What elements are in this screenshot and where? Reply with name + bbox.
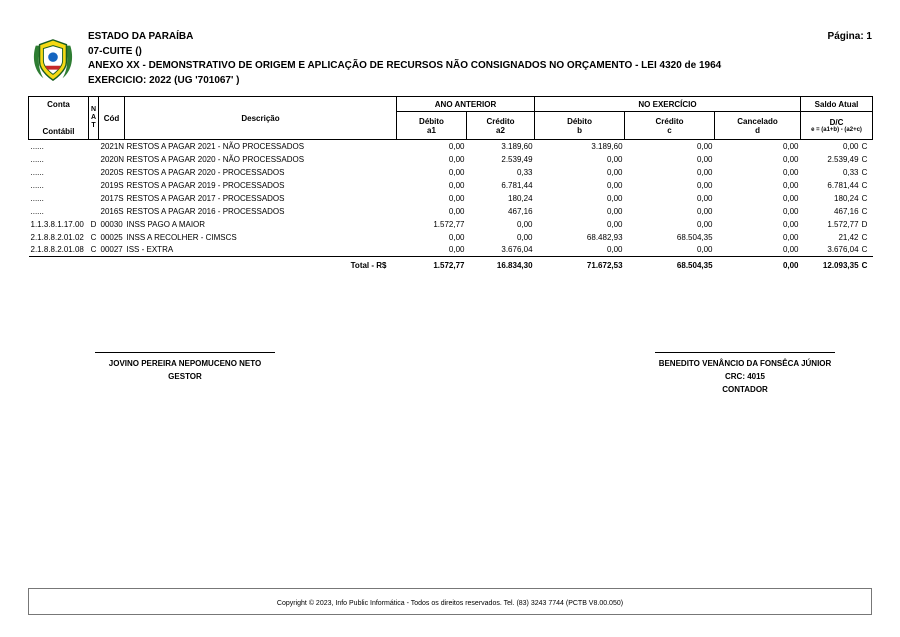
cell-cancelado-d: 0,00: [782, 180, 799, 190]
cell-debito-b: 68.482,93: [586, 232, 623, 242]
cell-debito-b: 0,00: [606, 206, 623, 216]
cell-descricao: ISS - EXTRA: [126, 245, 174, 255]
table-row: [29, 231, 873, 244]
cell-debito-b: 0,00: [606, 219, 623, 229]
signature-line: [655, 352, 835, 353]
total-debito-a1: 1.572,77: [397, 257, 467, 274]
cell-saldo-atual: 1.572,77 D: [801, 218, 873, 231]
cell-cancelado-d: 0,00: [782, 167, 799, 177]
cell-conta: 2.1.8.8.2.01.02: [30, 232, 84, 242]
table-row: [29, 192, 873, 205]
total-label: Total - R$: [29, 257, 397, 274]
cell-conta: ......: [30, 154, 44, 164]
total-credito-a2: 16.834,30: [467, 257, 535, 274]
group-header-no-exercicio: NO EXERCÍCIO: [535, 97, 801, 112]
total-dc-letter: C: [861, 260, 868, 270]
cell-cod: 2020S: [100, 167, 124, 177]
signatures-section: [28, 352, 872, 396]
contador-role: CONTADOR: [722, 384, 768, 394]
state-title: ESTADO DA PARAÍBA: [88, 31, 194, 42]
cell-cancelado-d: 0,00: [782, 154, 799, 164]
cell-nat: D: [90, 219, 97, 229]
coat-of-arms-logo: [30, 36, 76, 84]
cell-conta: ......: [30, 141, 44, 151]
cell-credito-c: 68.504,35: [676, 232, 713, 242]
cell-descricao: RESTOS A PAGAR 2021 - NÃO PROCESSADOS: [126, 141, 305, 151]
col-header-cancelado-d: Cancelado d: [715, 112, 801, 140]
col-header-debito-b: Débito b: [535, 112, 625, 140]
col-header-cod: Cód: [99, 97, 125, 140]
table-row: [29, 244, 873, 257]
cell-descricao: RESTOS A PAGAR 2020 - NÃO PROCESSADOS: [126, 154, 305, 164]
cell-credito-c: 0,00: [696, 141, 713, 151]
cell-conta: 2.1.8.8.2.01.08: [30, 245, 84, 255]
cell-cod: 2017S: [100, 193, 124, 203]
col-header-saldo-dc: D/C e = (a1+b) - (a2+c): [801, 112, 873, 140]
cell-debito-b: 0,00: [606, 154, 623, 164]
cell-conta: ......: [30, 206, 44, 216]
cell-saldo-atual: 6.781,44 C: [801, 179, 873, 192]
cell-saldo-atual: 0,33 C: [801, 166, 873, 179]
cell-saldo-atual: 467,16 C: [801, 205, 873, 218]
cell-credito-a2: 467,16: [508, 206, 533, 216]
table-row: [29, 205, 873, 218]
cell-descricao: RESTOS A PAGAR 2016 - PROCESSADOS: [126, 206, 285, 216]
copyright-text: Copyright © 2023, Info Public Informática - Todos os direitos reservados. Tel. (83) 3243 7744 (PCTB V8.00.050): [276, 600, 624, 607]
cell-cancelado-d: 0,00: [782, 141, 799, 151]
col-header-nat: [89, 97, 99, 140]
signature-gestor: [60, 352, 310, 396]
col-header-debito-a1: Débito a1: [397, 112, 467, 140]
header-group-row: [29, 97, 873, 112]
cell-debito-b: 0,00: [606, 193, 623, 203]
cell-saldo-atual: 0,00 C: [801, 140, 873, 153]
cell-credito-a2: 3.676,04: [501, 245, 533, 255]
total-row: [29, 257, 873, 274]
saldo-dc-letter: C: [861, 180, 868, 190]
report-title: ANEXO XX - DEMONSTRATIVO DE ORIGEM E APLICAÇÃO DE RECURSOS NÃO CONSIGNADOS NO ORÇAMENTO - LEI 4320 de 1964: [88, 60, 722, 71]
table-header: [29, 97, 873, 140]
cell-saldo-atual: 180,24 C: [801, 192, 873, 205]
saldo-dc-letter: C: [861, 206, 868, 216]
cell-credito-a2: 3.189,60: [501, 141, 533, 151]
nat-letter-t: T: [91, 122, 96, 130]
saldo-dc-letter: D: [861, 219, 868, 229]
page-number: Página: 1: [827, 31, 872, 42]
cell-saldo-atual: 3.676,04 C: [801, 244, 873, 257]
cell-saldo-atual: 2.539,49 C: [801, 153, 873, 166]
cell-descricao: RESTOS A PAGAR 2020 - PROCESSADOS: [126, 167, 285, 177]
gestor-role: GESTOR: [168, 371, 202, 381]
cell-debito-b: 0,00: [606, 167, 623, 177]
cell-cod: 2016S: [100, 206, 124, 216]
col-header-credito-a2: Crédito a2: [467, 112, 535, 140]
cell-credito-a2: 6.781,44: [501, 180, 533, 190]
header-text-block: [88, 30, 872, 88]
cell-debito-b: 3.189,60: [591, 141, 623, 151]
cell-nat: [89, 166, 99, 179]
col-header-saldo-atual: Saldo Atual: [801, 97, 873, 112]
exercise-line: EXERCICIO: 2022 (UG '701067' ): [88, 74, 240, 86]
conta-label-line2: Contábil: [42, 127, 75, 136]
entity-title: 07-CUITE (): [88, 45, 142, 57]
nat-letter-a: A: [91, 113, 97, 121]
cell-debito-a1: 0,00: [448, 193, 465, 203]
cell-debito-a1: 0,00: [448, 154, 465, 164]
col-header-descricao: Descrição: [125, 97, 397, 140]
contador-crc: CRC: 4015: [724, 371, 765, 381]
cell-cancelado-d: 0,00: [782, 219, 799, 229]
cell-cancelado-d: 0,00: [782, 206, 799, 216]
cell-credito-c: 0,00: [696, 154, 713, 164]
col-header-conta-contabil: [29, 97, 89, 140]
cell-cancelado-d: 0,00: [782, 245, 799, 255]
cell-nat: [89, 179, 99, 192]
cell-nat: [89, 153, 99, 166]
gestor-name: JOVINO PEREIRA NEPOMUCENO NETO: [108, 359, 262, 368]
cell-cod: 00027: [100, 245, 123, 255]
report-header: [28, 30, 872, 88]
saldo-dc-letter: C: [861, 193, 868, 203]
table-footer: [29, 257, 873, 274]
table-row: [29, 179, 873, 192]
table-row: [29, 140, 873, 153]
col-header-credito-c: Crédito c: [625, 112, 715, 140]
cell-conta: ......: [30, 180, 44, 190]
cell-nat: C: [90, 232, 97, 242]
cell-conta: ......: [30, 167, 44, 177]
total-saldo-atual: 12.093,35 C: [801, 257, 873, 274]
contador-name: BENEDITO VENÂNCIO DA FONSÊCA JÚNIOR: [658, 359, 832, 368]
group-header-ano-anterior: ANO ANTERIOR: [397, 97, 535, 112]
cell-descricao: INSS PAGO A MAIOR: [126, 219, 206, 229]
cell-credito-a2: 180,24: [508, 193, 533, 203]
copyright-footer: [28, 588, 872, 615]
cell-credito-a2: 2.539,49: [501, 154, 533, 164]
cell-descricao: INSS A RECOLHER - CIMSCS: [126, 232, 237, 242]
cell-credito-c: 0,00: [696, 180, 713, 190]
table-body: [29, 140, 873, 257]
cell-nat: [89, 192, 99, 205]
cell-credito-c: 0,00: [696, 167, 713, 177]
cell-debito-a1: 0,00: [448, 167, 465, 177]
total-debito-b: 71.672,53: [535, 257, 625, 274]
saldo-dc-letter: C: [861, 245, 868, 255]
cell-credito-c: 0,00: [696, 245, 713, 255]
table-row: [29, 153, 873, 166]
table-row: [29, 166, 873, 179]
signature-line: [95, 352, 275, 353]
cell-descricao: RESTOS A PAGAR 2019 - PROCESSADOS: [126, 180, 285, 190]
cell-debito-a1: 0,00: [448, 206, 465, 216]
cell-saldo-atual: 21,42 C: [801, 231, 873, 244]
signature-contador: [620, 352, 870, 396]
cell-credito-c: 0,00: [696, 219, 713, 229]
cell-credito-a2: 0,00: [516, 232, 533, 242]
total-credito-c: 68.504,35: [625, 257, 715, 274]
saldo-dc-letter: C: [861, 167, 868, 177]
saldo-dc-letter: C: [861, 232, 868, 242]
saldo-dc-letter: C: [861, 154, 868, 164]
cell-credito-c: 0,00: [696, 206, 713, 216]
cell-debito-a1: 0,00: [448, 232, 465, 242]
total-cancelado-d: 0,00: [715, 257, 801, 274]
cell-cod: 00030: [100, 219, 123, 229]
cell-cod: 2021N: [100, 141, 125, 151]
cell-credito-a2: 0,33: [516, 167, 533, 177]
cell-conta: 1.1.3.8.1.17.00: [30, 219, 84, 229]
cell-cod: 2019S: [100, 180, 124, 190]
cell-debito-a1: 0,00: [448, 180, 465, 190]
cell-nat: [89, 205, 99, 218]
cell-debito-a1: 1.572,77: [433, 219, 465, 229]
conta-label-line1: Conta: [47, 100, 70, 109]
cell-cancelado-d: 0,00: [782, 232, 799, 242]
cell-debito-a1: 0,00: [448, 245, 465, 255]
cell-cod: 2020N: [100, 154, 125, 164]
cell-cancelado-d: 0,00: [782, 193, 799, 203]
cell-debito-b: 0,00: [606, 180, 623, 190]
nat-letter-n: N: [91, 105, 97, 113]
cell-credito-a2: 0,00: [516, 219, 533, 229]
cell-nat: [89, 140, 99, 153]
cell-credito-c: 0,00: [696, 193, 713, 203]
cell-cod: 00025: [100, 232, 123, 242]
cell-debito-a1: 0,00: [448, 141, 465, 151]
cell-nat: C: [90, 245, 97, 255]
cell-debito-b: 0,00: [606, 245, 623, 255]
cell-descricao: RESTOS A PAGAR 2017 - PROCESSADOS: [126, 193, 285, 203]
table-row: [29, 218, 873, 231]
cell-conta: ......: [30, 193, 44, 203]
saldo-dc-letter: C: [861, 141, 868, 151]
report-table: [28, 96, 873, 274]
